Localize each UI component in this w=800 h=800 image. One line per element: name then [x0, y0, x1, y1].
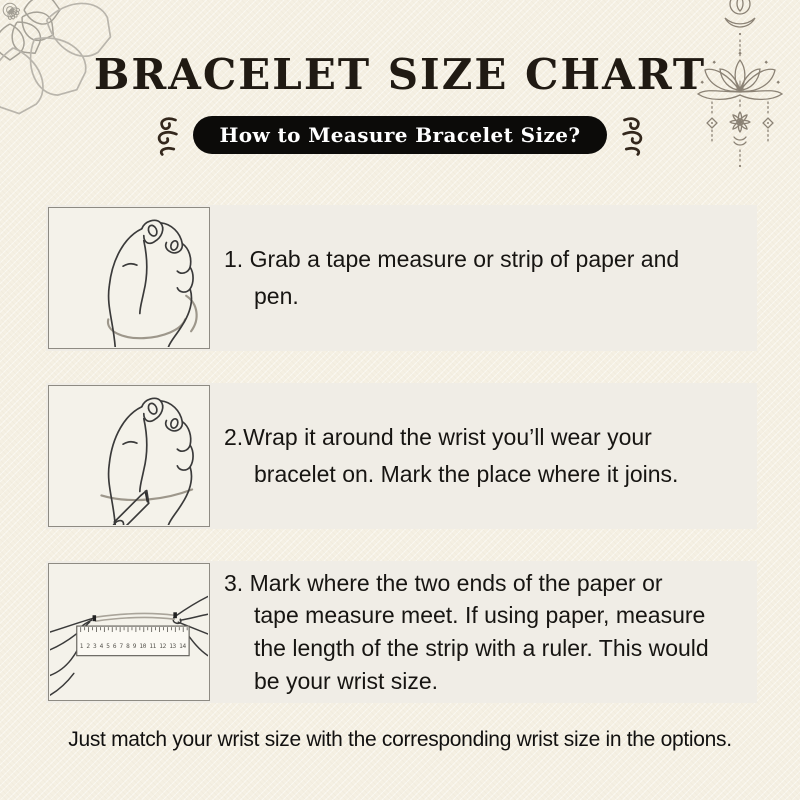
step-line: be your wrist size.: [254, 667, 439, 694]
step-line: 1. Grab a tape measure or strip of paper and: [224, 246, 680, 273]
step-line: the length of the strip with a ruler. This would: [254, 635, 709, 661]
step-2-illustration-box: [48, 385, 210, 527]
ruler-measuring-illustration: [50, 563, 208, 701]
step-3-text: [210, 561, 757, 703]
flourish-right-icon: [621, 113, 651, 157]
step-2-text: [210, 383, 757, 529]
how-to-measure-badge: How to Measure Bracelet Size?: [193, 116, 606, 154]
step-1-text: [210, 205, 757, 351]
footer-note: Just match your wrist size with the corresponding wrist size in the options.: [68, 728, 732, 751]
page-title: BRACELET SIZE CHART: [93, 50, 707, 99]
step-row-1: [46, 205, 757, 351]
fist-with-pen-illustration: [50, 387, 208, 525]
ruler-numbers: 1 2 3 4 5 6 7 8 9 10 11 12 13 14: [79, 642, 187, 650]
step-3-illustration-box: [48, 563, 210, 701]
step-line: tape measure meet. If using paper, measure: [254, 602, 706, 629]
step-line: 2.Wrap it around the wrist you’ll wear your: [224, 424, 652, 451]
step-line: bracelet on. Mark the place where it joins.: [254, 461, 679, 487]
flourish-left-icon: [149, 113, 179, 157]
step-line: 3. Mark where the two ends of the paper or: [224, 569, 663, 596]
step-row-3: [46, 561, 757, 703]
fist-with-tape-illustration: [50, 209, 208, 347]
steps-list: [46, 205, 757, 703]
step-1-illustration-box: [48, 207, 210, 349]
badge-row: [0, 113, 800, 157]
step-line: pen.: [254, 283, 299, 309]
step-row-2: [46, 383, 757, 529]
